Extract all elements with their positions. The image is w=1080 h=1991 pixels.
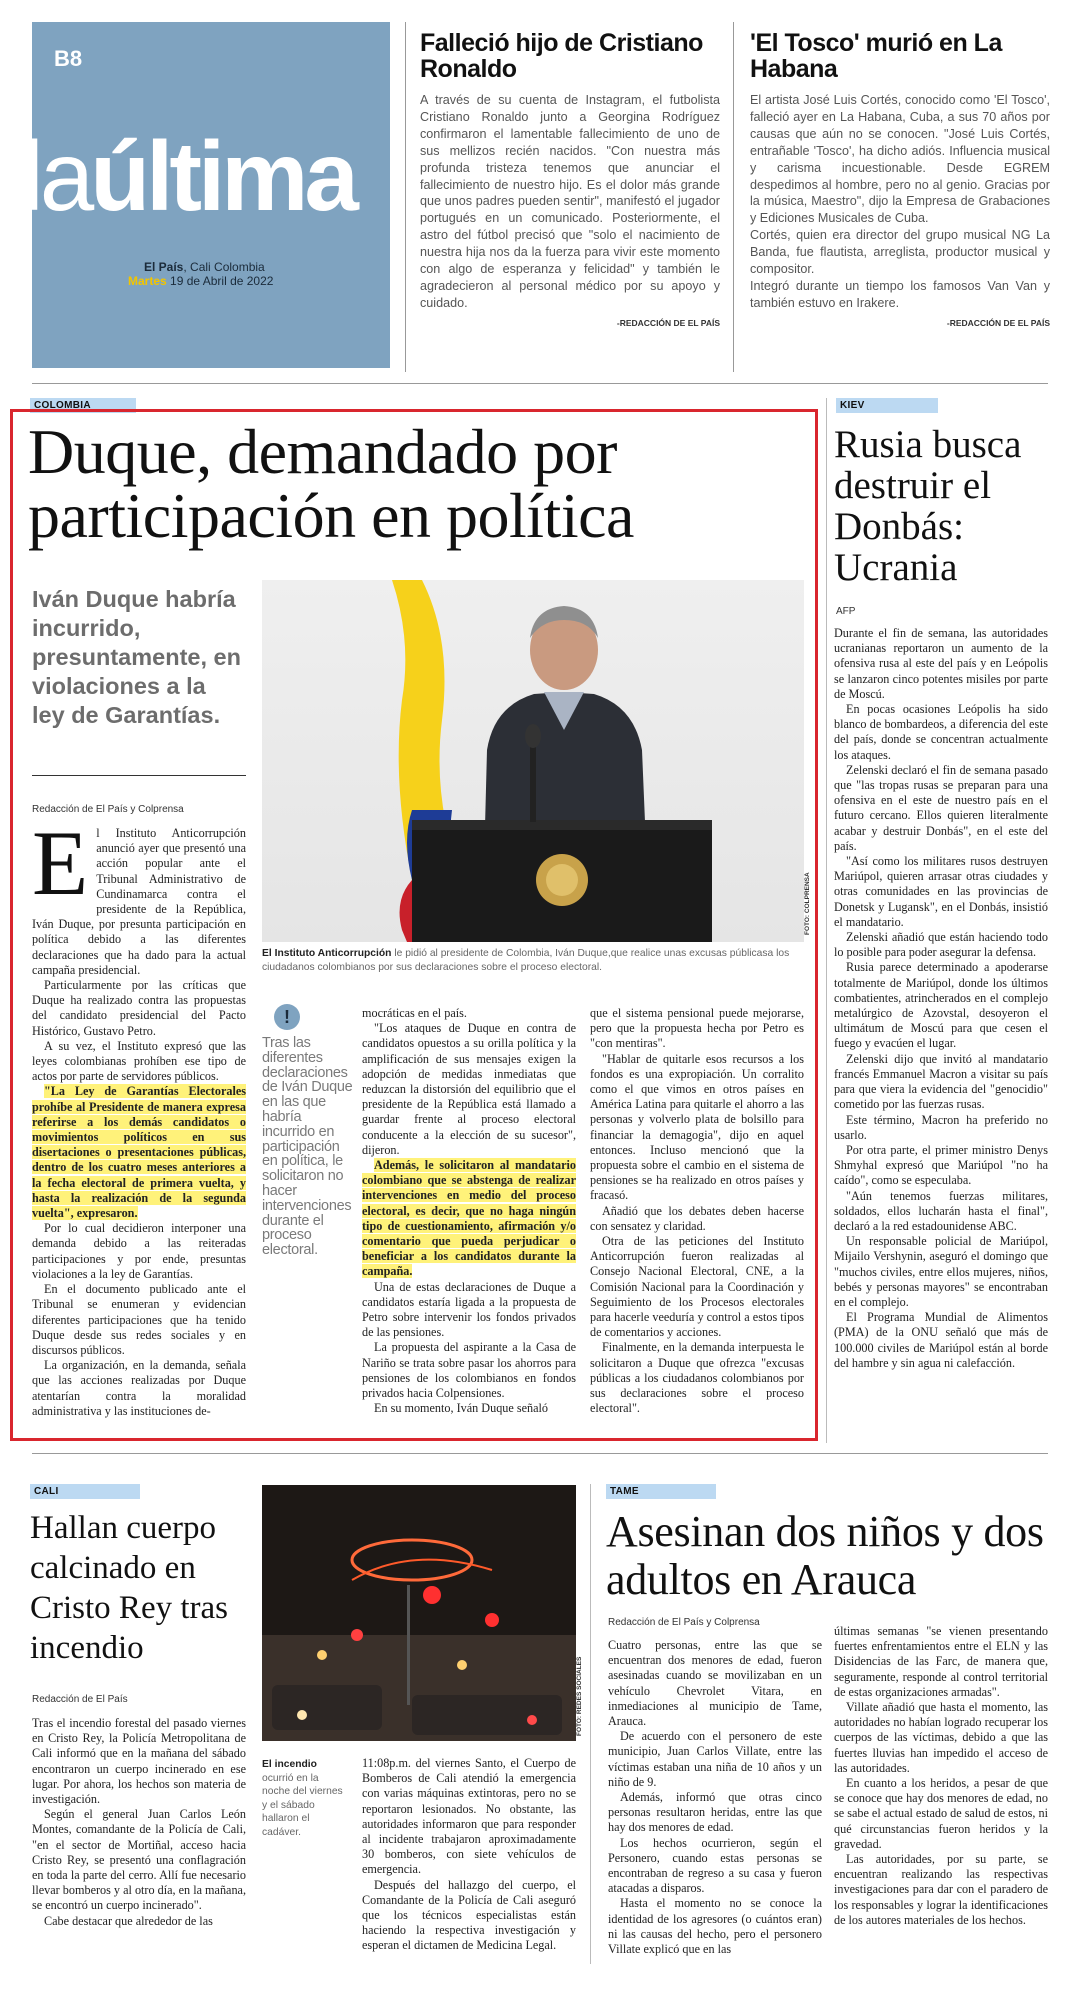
masthead-date (128, 274, 273, 288)
cali-column-2 (362, 1756, 576, 1954)
cali-tame-divider (590, 1484, 591, 1964)
brand-logo-part1: la (22, 121, 91, 231)
cali-caption-text: ocurrió en la noche del viernes y el sábado hallaron el cadáver. (262, 1772, 343, 1838)
date-rest: 19 de Abril de 2022 (166, 274, 274, 288)
tame-paragraph: En cuanto a los heridos, a pesar de que se conoce que hay dos menores de edad, no se sabe el actual estado de salud de estos, ni qué circunstancias fueron heridos y la gravedad. (834, 1776, 1048, 1851)
main-paragraph: Añadió que los debates deben hacerse con sensatez y claridad. (590, 1203, 804, 1233)
main-paragraph: que el sistema pensional puede mejorarse, pero que la propuesta hecha por Petro es "con mentiras". (590, 1006, 804, 1051)
kiev-paragraph: Rusia parece determinado a apoderarse totalmente de Mariúpol, donde los últimos combatientes, atrincherados en el complejo metalúrgico de Azovstal, desoyeron el ultimátum de Moscú para que cesen el fuego y evacúen el lugar. (834, 960, 1048, 1051)
drop-cap: E (32, 812, 89, 914)
cali-photo-credit: FOTO: REDES SOCIALES (576, 1656, 583, 1736)
tame-headline: Asesinan dos niños y dos adultos en Arauca (606, 1507, 1044, 1604)
president-photo-illustration (262, 580, 804, 942)
tame-byline: Redacción de El País y Colprensa (608, 1617, 760, 1628)
cali-column-1 (32, 1716, 246, 1929)
tame-column-2 (834, 1624, 1048, 1928)
top-horizontal-rule (32, 383, 1048, 384)
bottom-horizontal-rule (32, 1453, 1048, 1454)
main-caption-bold: El Instituto Anticorrupción (262, 948, 392, 959)
highlighted-quote-tail: expresaron. (73, 1206, 138, 1221)
kiev-paragraph: Zelenski añadió que están haciendo todo lo posible para poder asegurar la defensa. (834, 930, 1048, 960)
main-paragraph: Una de estas declaraciones de Duque a candidatos estaría ligada a la propuesta de Petro sobre intervenir los fondos privados de las pensiones. (362, 1279, 576, 1340)
kiev-paragraph: Este término, Macron ha preferido no usarlo. (834, 1112, 1048, 1142)
cali-caption (262, 1758, 348, 1839)
main-photo-credit: FOTO: COLPRENSA (804, 872, 811, 935)
top-story-body: El artista José Luis Cortés, conocido como 'El Tosco', falleció ayer en La Habana, Cuba, a sus 70 años por causas que aún no se conocen. "José Luis Cortés, entrañable 'Tosco', ha dicho adiós. Influencia musical y carisma incuestionable. Desde EGREM despedimos al hombre, pero no al genio. Gracias por la música, Maestro", dijo la Empresa de Grabaciones y Ediciones Musicales de Cuba. (750, 93, 1050, 226)
highlighted-quote: Además, le solicitaron al mandatario colombiano que se abstenga de realizar intervenciones en medio del proceso electoral, es decir, que no haga ningún tipo de cuestionamiento, afirmación y/o comentario que pueda perjudicar o beneficiar a los candidatos durante la campaña. (362, 1158, 576, 1279)
cali-headline: Hallan cuerpo calcinado en Cristo Rey tras incendio (30, 1510, 228, 1666)
cali-paragraph: Cabe destacar que alrededor de las (44, 1913, 213, 1928)
section-tag-cali: CALI (30, 1484, 140, 1499)
main-paragraph: En el documento publicado ante el Tribunal se enumeran y evidencian diferentes participaciones que ha tenido Duque desde sus redes sociales y en discursos públicos. (32, 1282, 246, 1357)
top-story-title: 'El Tosco' murió en La Habana (750, 29, 1002, 83)
fire-night-illustration (262, 1485, 576, 1741)
top-story-credit: -REDACCIÓN DE EL PAÍS (946, 317, 1050, 328)
kiev-paragraph: Por otra parte, el primer ministro Denys Shmyhal expresó que Mariúpol "no ha caído", como se especulaba. (834, 1142, 1048, 1188)
main-paragraph: En su momento, Iván Duque señaló (374, 1401, 548, 1416)
paper-location: , Cali Colombia (183, 260, 265, 274)
main-paragraph: Por lo cual decidieron interponer una demanda debido a las reiteradas participaciones y por ende, presuntas violaciones a la ley de Garantías. (32, 1221, 246, 1281)
cali-paragraph: 11:08p.m. del viernes Santo, el Cuerpo de Bomberos de Cali atendió la emergencia con varias máquinas extintoras, pero no se reportaron lesionados. No obstante, las autoridades informaron que para responder al incidente trabajaron aproximadamente 30 bomberos, con siete vehículos de emergencia. (362, 1756, 576, 1877)
main-paragraph: l Instituto Anticorrupción anunció ayer que presentó una acción popular ante el Tribunal Administrativo de Cundinamarca contra el presidente de la República, Iván Duque, por presunta participación en política debido a las diferentes declaraciones que ha dado para la actual campaña presidencial. (32, 826, 246, 977)
main-paragraph: Particularmente por las críticas que Duque ha realizado contra las propuestas del candidato presidencial del Pacto Histórico, Gustavo Petro. (32, 978, 246, 1038)
brand-logo (22, 121, 355, 231)
masthead-divider (405, 22, 406, 372)
kiev-headline: Rusia busca destruir el Donbás: Ucrania (834, 423, 1022, 589)
pullquote-text: Tras las diferentes declaraciones de Iván Duque en las que habría incurrido en participación en política, le solicitaron no hacer intervenciones durante el proceso electoral. (262, 1035, 353, 1259)
exclamation-icon: ! (274, 1004, 300, 1030)
kiev-paragraph: Un responsable policial de Mariúpol, Mijailo Vershynin, aseguró el domingo que "muchos civiles, entre ellos mujeres, niños, bebés y personas mayores" se encontraban en el complejo. (834, 1234, 1048, 1309)
highlighted-quote: "La Ley de Garantías Electorales prohíbe al Presidente de manera expresa referirse a los demás candidatos o movimientos políticos en sus disertaciones o presentaciones públicas, dentro de los cuatro meses anteriores a la fecha electoral de primera vuelta, y hasta la realización de la segunda vuelta", (32, 1084, 246, 1221)
masthead-block (22, 22, 390, 368)
section-tag-tame: TAME (606, 1484, 716, 1499)
tame-paragraph: Los hechos ocurrieron, según el Personero, cuando estas personas se encontraban de regreso a su casa y fueron atacadas a disparos. (608, 1835, 822, 1896)
kiev-paragraph: Zelenski dijo que invitó al mandatario francés Emmanuel Macron a visitar su país para que viera la evidencia del "genocidio" cometido por las fuerzas rusas. (834, 1051, 1048, 1112)
main-paragraph: La organización, en la demanda, señala que las acciones realizadas por Duque atentarían contra la moralidad administrativa y las instituciones de- (32, 1358, 246, 1418)
tame-paragraph: Cuatro personas, entre las que se encuentran dos menores de edad, fueron asesinadas cuando se movilizaban en un vehículo Chevrolet Vitara, en inmediaciones al municipio de Tame, Arauca. (608, 1638, 822, 1729)
main-paragraph: A su vez, el Instituto expresó que las leyes colombianas prohíben ese tipo de actos por parte de servidores públicos. (32, 1038, 246, 1084)
main-paragraph-highlighted (32, 1084, 246, 1221)
main-paragraph: La propuesta del aspirante a la Casa de Nariño se trata sobre pasar los ahorros para pensiones de los colombianos en fondos privados hacia Colpensiones. (362, 1340, 576, 1401)
kiev-paragraph: "Aún tenemos fuerzas militares, soldados, ellos lucharán hasta el final", declaró a la red estadounidense ABC. (834, 1188, 1048, 1233)
kiev-byline: AFP (836, 606, 856, 617)
tame-paragraph: Las autoridades, por su parte, se encuentran realizando las respectivas investigaciones para dar con el paradero de los responsables y lograr la identificaciones de los autores materiales de los hechos. (834, 1852, 1048, 1927)
top-story-credit: -REDACCIÓN DE EL PAÍS (616, 317, 720, 328)
cali-photo (262, 1485, 576, 1741)
top-story-ronaldo (420, 30, 720, 328)
cali-paragraph: Según el general Juan Carlos León Montes, comandante de la Policía de Cali, "en el sector de Mortiñal, acceso hacia Cristo Rey, se presentó una conflagración en toda la parte del cerro. Allí fue necesario llevar bomberos y al otro día, en la mañana, se encontró un cuerpo incinerado". (32, 1807, 246, 1913)
main-paragraph: "Los ataques de Duque en contra de candidatos opuestos a su orilla política y la amplificación de sus mensajes exigen la adopción de medidas inmediatas que reduzcan la distorsión del equilibrio que el presidente de la República está llamado a guardar frente al proceso electoral conducente a la elección de su sucesor", dijeron. (362, 1021, 576, 1157)
cali-paragraph: Después del hallazgo del cuerpo, el Comandante de la Policía de Cali aseguró que los técnicos especialistas están haciendo la respectiva investigación y esperan el dictamen de Medicina Legal. (362, 1877, 576, 1953)
kiev-paragraph: "Así como los militares rusos destruyen Mariúpol, quieren arrasar otras ciudades y otras comunidades en las provincias de Donetsk y Lugansk", en el Donbás, insistió el mandatario. (834, 854, 1048, 929)
tame-paragraph: últimas semanas "se vienen presentando fuertes enfrentamientos entre el ELN y las Disidencias de las Farc, de manera que, seguramente, responde al control territorial de estas organizaciones armadas". (834, 1624, 1048, 1699)
main-photo (262, 580, 804, 942)
masthead-paper-line (144, 260, 265, 274)
top-stories-divider (733, 22, 734, 372)
cali-paragraph: Tras el incendio forestal del pasado viernes en Cristo Rey, la Policía Metropolitana de Cali informó que en la mañana del sábado encontraron un cuerpo incinerado en ese lugar. Por ahora, los hechos son materia de investigación. (32, 1716, 246, 1807)
deck-rule (32, 775, 246, 776)
brand-logo-part2: última (90, 121, 355, 231)
main-paragraph: Otra de las peticiones del Instituto Anticorrupción fueron realizadas al Consejo Nacional Electoral, CNE, a la Comisión Nacional para la Coordinación y Seguimiento de los Procesos electorales para hacerle veeduría y control a estos tipos de comentarios y acciones. (590, 1234, 804, 1340)
kiev-divider (826, 398, 827, 1443)
tame-paragraph: De acuerdo con el personero de este municipio, Juan Carlos Villate, entre las víctimas estaban una niña de 10 años y un niño de 9. (608, 1729, 822, 1789)
date-day: Martes (128, 274, 167, 288)
page-number: B8 (54, 46, 83, 71)
cali-byline: Redacción de El País (32, 1694, 128, 1705)
kiev-paragraph: El Programa Mundial de Alimentos (PMA) de la ONU señaló que más de 100.000 civiles de Mariúpol están al borde del hambre y sin agua ni calefacción. (834, 1310, 1048, 1370)
cali-caption-bold: El incendio (262, 1759, 317, 1770)
top-story-body: Cortés, quien era director del grupo musical NG La Banda, fue flautista, arreglista, productor musical y compositor. (750, 228, 1050, 277)
main-caption (262, 947, 804, 975)
kiev-paragraph: Zelenski declaró el fin de semana pasado que "las tropas rusas se preparan para una ofensiva en el este de nuestro país en el futuro cercano. Ellos quieren literalmente acabar y destruir Donbás", en el este del país. (834, 762, 1048, 853)
tame-paragraph: Villate añadió que hasta el momento, las autoridades no habían logrado recuperar los cuerpos de las víctimas, debido a que las fuertes lluvias han impedido el acceso de las autoridades. (834, 1700, 1048, 1775)
main-deck: Iván Duque habría incurrido, presuntamente, en violaciones a la ley de Garantías. (32, 586, 241, 728)
section-tag-colombia: COLOMBIA (30, 398, 136, 413)
tame-paragraph: Además, informó que otras cinco personas resultaron heridas, entre las que hay dos menores de edad. (608, 1790, 822, 1835)
main-headline: Duque, demandado por participación en política (28, 416, 634, 551)
main-caption-text: le pidió al presidente de Colombia, Iván Duque,que realice unas excusas públicasa los ciudadanos colombianos por sus declaraciones sobre el proceso electoral. (262, 948, 790, 973)
tame-column-1 (608, 1638, 822, 1957)
main-byline: Redacción de El País y Colprensa (32, 804, 184, 815)
top-story-body: A través de su cuenta de Instagram, el futbolista Cristiano Ronaldo junto a Georgina Rodríguez confirmaron el lamentable fallecimiento de uno de sus mellizos recién nacidos. "Con nuestra más profunda tristeza tenemos que anunciar el fallecimiento de nuestro hijo. Es el dolor más grande que unos padres pueden sentir", manifestó el jugador portugués en un comunicado. Posteriormente, el astro del fútbol precisó que "solo el nacimiento de nuestra hija nos da la fuerza para vivir este momento con algo de esperanza y felicidad" y también le agradecieron al personal médico por su apoyo y cuidado. (420, 93, 720, 310)
main-paragraph: "Hablar de quitarle esos recursos a los fondos es una expropiación. Un corralito como el que vimos en otros países en América Latina para quitarle el ahorro a las personas y volverlo plata de bolsillo para financiar la demagogia", dijo en aquel entonces. Incluso mencionó que la propuesta sobre el cambio en el sistema de pensiones se ha realizado en otros países y fracasó. (590, 1051, 804, 1203)
main-paragraph-highlighted (362, 1158, 576, 1280)
main-paragraph: mocráticas en el país. (362, 1006, 467, 1020)
tame-paragraph: Hasta el momento no se conoce la identidad de los agresores (o cuántos eran) ni las causas del hecho, pero el personero Villate explicó que en las (608, 1896, 822, 1957)
main-paragraph: Finalmente, en la demanda interpuesta le solicitaron a Duque que ofrezca "excusas públicas a los ciudadanos colombianos por sus declaraciones sobre el proceso electoral". (590, 1340, 804, 1416)
paper-name: El País (144, 260, 184, 274)
kiev-paragraph: En pocas ocasiones Leópolis ha sido blanco de bombardeos, a diferencia del este del país, donde se concentran actualmente los ataques. (834, 702, 1048, 762)
top-story-tosco (750, 30, 1050, 328)
kiev-column (834, 626, 1048, 1371)
top-story-title: Falleció hijo de Cristiano Ronaldo (420, 29, 703, 83)
main-column-3 (362, 1006, 576, 1416)
top-story-body: Integró durante un tiempo los famosos Van Van y también estuvo en Irakere. (750, 278, 1050, 310)
main-column-4 (590, 1006, 804, 1416)
main-column-1 (32, 812, 246, 1419)
section-tag-kiev: KIEV (836, 398, 938, 413)
pullquote (262, 1004, 354, 1258)
kiev-paragraph: Durante el fin de semana, las autoridades ucranianas reportaron un aumento de la ofensiva rusa al este del país y en Leópolis se lanzaron cinco potentes misiles por parte de Moscú. (834, 626, 1048, 701)
